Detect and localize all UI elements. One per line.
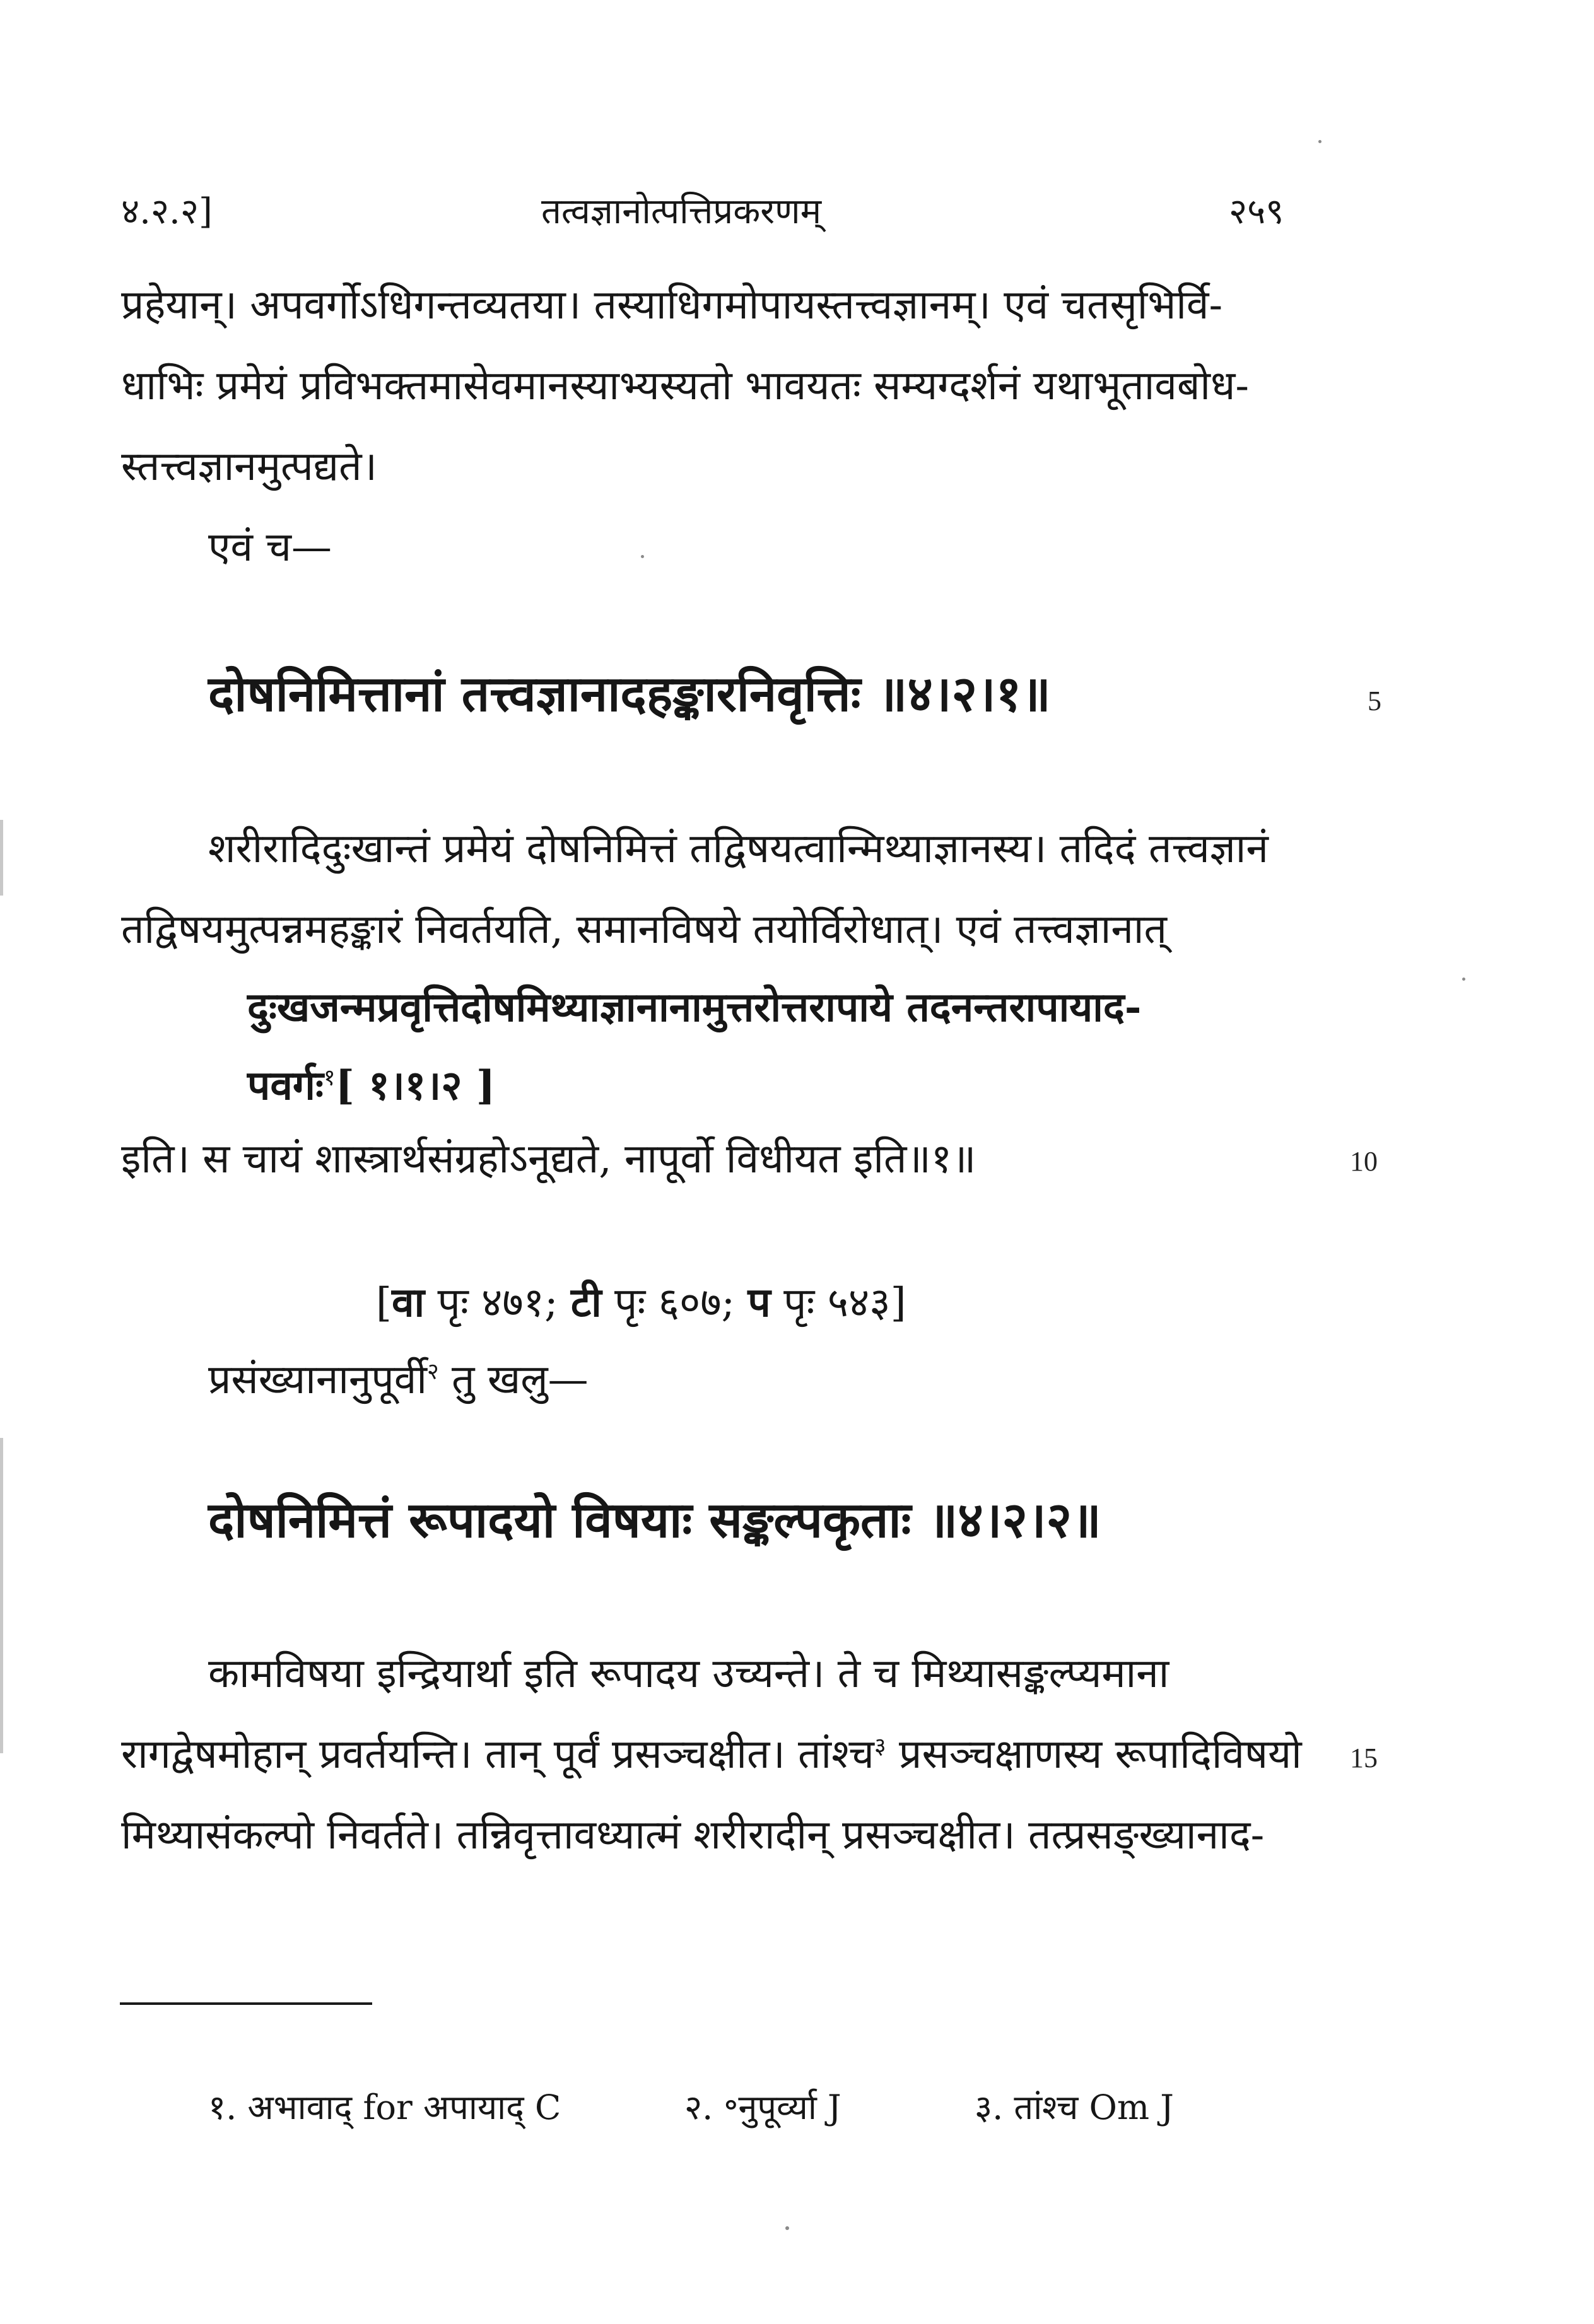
scan-speck [785,2226,789,2230]
sutra-1: दोषनिमित्तानां तत्त्वज्ञानादहङ्कारनिवृत्तिः ॥४।२।१॥ [208,665,1051,723]
para1-line1: प्रहेयान्। अपवर्गोऽधिगन्तव्यतया। तस्याधिगमोपायस्तत्त्वज्ञानम्। एवं चतसृभिर्वि- [121,282,1223,329]
para3-line1: कामविषया इन्द्रियार्था इति रूपादय उच्यन्ते। ते च मिथ्यासङ्कल्प्यमाना [208,1650,1169,1697]
para1-line3: स्तत्त्वज्ञानमुत्पद्यते। [121,443,377,490]
footnote-2: २. ॰नुपूर्व्या J [684,2088,841,2127]
commentary-reference [376,1279,906,1326]
footnote-3: ३. तांश्च Om J [975,2088,1174,2127]
scan-speck [1318,140,1321,143]
scan-speck [641,555,644,558]
footnote-marker-1: १ [323,1065,336,1091]
para3-line3: मिथ्यासंकल्पो निवर्तते। तन्निवृत्तावध्यात्मं शरीरादीन् प्रसञ्चक्षीत। तत्प्रसङ्ख्यानाद- [121,1812,1265,1859]
quoted-sutra-line2 [247,1062,496,1109]
ref-close-bracket: ] [890,1280,906,1326]
scan-edge-shadow [0,820,3,896]
footnote-marker-3: ३ [874,1733,886,1760]
line-number-10: 10 [1350,1146,1378,1177]
ref-open-bracket: [ [376,1280,392,1326]
quoted-sutra-line1: दुःखजन्मप्रवृत्तिदोषमिथ्याज्ञानानामुत्तरोत्तरापाये तदनन्तरापायाद- [247,984,1142,1031]
header-chapter-title: तत्वज्ञानोत्पत्तिप्रकरणम् [541,191,822,232]
para2-line1: शरीरादिदुःखान्तं प्रमेयं दोषनिमित्तं तद्विषयत्वान्मिथ्याज्ञानस्य। तदिदं तत्त्वज्ञानं [208,826,1269,872]
footnote-1: १. अभावाद् for अपायाद् C [208,2088,561,2127]
ref-ti-page: पृः ६०७; [601,1280,735,1326]
prasankhyana-word: प्रसंख्यानानुपूर्वी [208,1357,427,1403]
ref-pa-page: पृः ५४३ [770,1280,891,1326]
quoted-sutra-end: पवर्गः [247,1062,324,1109]
para3-line2-part1: रागद्वेषमोहान् प्रवर्तयन्ति। तान् पूर्वं प्रसञ्चक्षीत। तांश्च [121,1731,874,1778]
para3-line2-part2: प्रसञ्चक्षाणस्य रूपादिविषयो [886,1731,1302,1778]
footnote-marker-2: २ [426,1358,439,1385]
ref-pa: प [747,1279,771,1326]
scan-edge-shadow [0,1438,3,1753]
para1-line2: धाभिः प्रमेयं प्रविभक्तमासेवमानस्याभ्यस्यतो भावयतः सम्यग्दर्शनं यथाभूतावबोध- [121,363,1249,409]
line-number-15: 15 [1350,1743,1378,1773]
ref-va-page: पृः ४७१; [425,1280,558,1326]
evam-ca: एवं च— [208,524,332,571]
sutra-2: दोषनिमित्तं रूपादयो विषयाः सङ्कल्पकृताः ॥४।२।२॥ [208,1492,1101,1549]
ref-ti: टी [570,1279,602,1326]
iti-line: इति। स चायं शास्त्रार्थसंग्रहोऽनूद्यते, नापूर्वो विधीयत इति॥१॥ [121,1136,976,1182]
prasankhyana-rest: तु खलु— [438,1357,589,1403]
quoted-sutra-reference: [ १।१।२ ] [335,1062,496,1109]
para2-line2: तद्विषयमुत्पन्नमहङ्कारं निवर्तयति, समानविषये तयोर्विरोधात्। एवं तत्त्वज्ञानात् [121,906,1167,953]
line-number-5: 5 [1368,686,1381,716]
header-page-number: २५९ [1229,191,1284,232]
footnote-rule [120,2002,372,2005]
para3-line2 [121,1731,1302,1778]
ref-va: वा [391,1279,425,1326]
header-section-number: ४.२.२] [121,191,213,232]
scan-speck [1462,978,1465,981]
prasankhyana-line [208,1357,589,1403]
